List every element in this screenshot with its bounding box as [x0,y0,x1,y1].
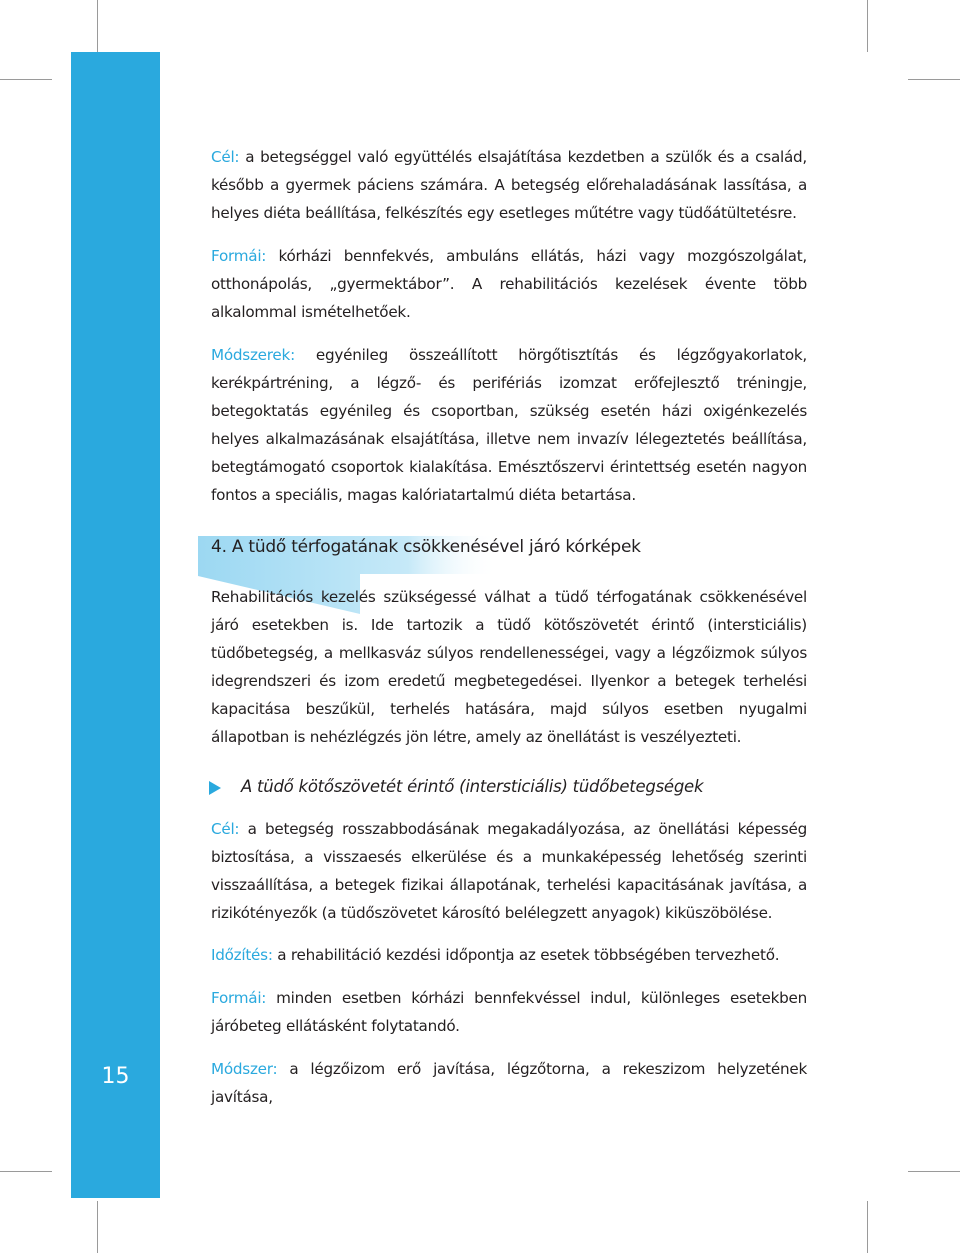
goal-label-2: Cél: [211,820,240,838]
page-number: 15 [101,1064,130,1089]
goal-text-2: a betegség rosszabbodásának megakadályozása, az önellátási képesség biztosítása, a visszaesés elkerülése és a munkaképesség lehetőség szerinti visszaállítása, a betegek fizikai állapotának, terhelési kapacitásának javítása, a rizikótényezők (a tüdőszövetet károsító belélegzett anyagok) kiküszöbölése. [211,820,807,922]
crop-mark [97,0,98,52]
methods-paragraph [211,341,807,509]
forms-paragraph [211,242,807,326]
forms-text-2: minden esetben kórházi bennfekvéssel indul, különleges esetekben járóbeteg ellátásként folytatandó. [211,989,807,1035]
forms-label-2: Formái: [211,989,267,1007]
page-content [211,143,807,1111]
forms-text: kórházi bennfekvés, ambuláns ellátás, házi vagy mozgószolgálat, otthonápolás, „gyermektábor”. A rehabilitációs kezelések évente több alkalommal ismételhetőek. [211,247,807,321]
goal-paragraph-2 [211,815,807,927]
crop-mark [97,1201,98,1253]
goal-paragraph [211,143,807,227]
goal-text: a betegséggel való együttélés elsajátítása kezdetben a szülők és a család, később a gyermek páciens számára. A betegség előrehaladásának lassítása, a helyes diéta beállítása, felkészítés egy esetleges műtétre vagy tüdőátültetésre. [211,148,807,222]
forms-label: Formái: [211,247,267,265]
section-heading: 4. A tüdő térfogatának csökkenésével járó kórképek [211,537,641,557]
method-label: Módszer: [211,1060,278,1078]
triangle-bullet-icon [209,781,221,795]
crop-mark [0,1171,52,1172]
timing-label: Időzítés: [211,946,273,964]
timing-text: a rehabilitáció kezdési időpontja az esetek többségében tervezhető. [272,946,780,964]
crop-mark [908,79,960,80]
method-text: a légzőizom erő javítása, légzőtorna, a rekeszizom helyzetének javítása, [211,1060,807,1106]
crop-mark [908,1171,960,1172]
goal-label: Cél: [211,148,240,166]
methods-label: Módszerek: [211,346,295,364]
section-paragraph: Rehabilitációs kezelés szükségessé válhat a tüdő térfogatának csökkenésével járó esetekben is. Ide tartozik a tüdő kötőszövetét érintő (intersticiális) tüdőbetegség, a mellkasváz súlyos rendellenességei, vagy a légzőizmok súlyos idegrendszeri és izom eredetű megbetegedései. Ilyenkor a betegek terhelési kapacitása beszűkül, terhelés hatására, majd súlyos esetben nyugalmi állapotban is nehézlégzés jön létre, amely az önellátást is veszélyezteti. [211,588,807,746]
side-bar [71,52,160,1198]
timing-paragraph [211,941,807,969]
crop-mark [0,79,52,80]
crop-mark [867,1201,868,1253]
crop-mark [867,0,868,52]
forms-paragraph-2 [211,984,807,1040]
methods-text: egyénileg összeállított hörgőtisztítás és légzőgyakorlatok, kerékpártréning, a légző- és perifériás izomzat erőfejlesztő tréningje, betegoktatás egyénileg és csoportban, szükség esetén házi oxigénkezelés helyes alkalmazásának elsajátítása, illetve nem invazív lélegeztetés beállítása, betegtámogató csoportok kialakítása. Emésztőszervi érintettség esetén nagyon fontos a speciális, magas kalóriatartalmú diéta betartása. [211,346,807,504]
method-paragraph [211,1055,807,1111]
sub-heading-text: A tüdő kötőszövetét érintő (intersticiális) tüdőbetegségek [241,777,704,796]
sub-heading [211,773,807,801]
